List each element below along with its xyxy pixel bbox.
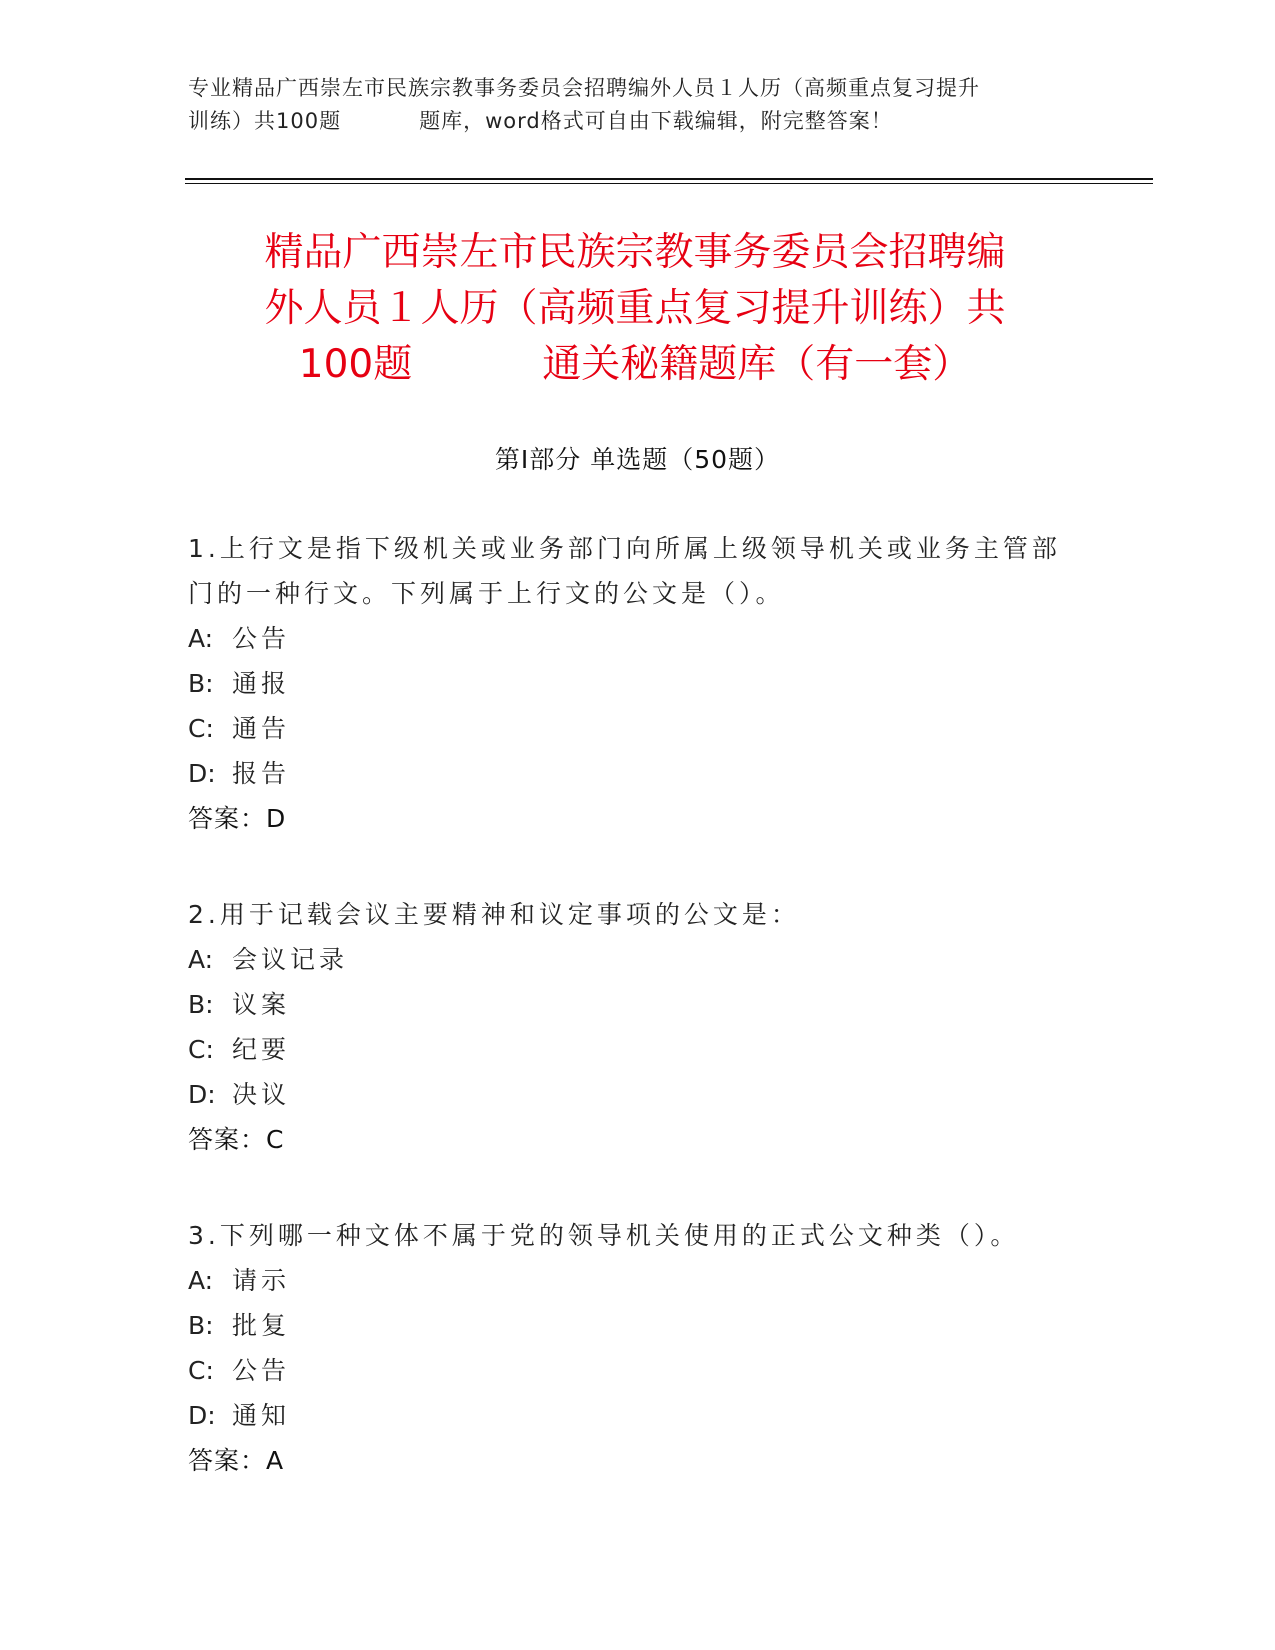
answer-text: 答案：D <box>188 804 287 833</box>
question-text: 1.上行文是指下级机关或业务部门向所属上级领导机关或业务主管部门的一种行文。下列属于上行文的公文是（）。 <box>188 534 1061 608</box>
option-b <box>188 661 1088 706</box>
document-title <box>175 225 1095 393</box>
question-text: 3.下列哪一种文体不属于党的领导机关使用的正式公文种类（）。 <box>188 1221 1020 1250</box>
option-a <box>188 937 1088 982</box>
option-key: D: <box>188 759 216 788</box>
option-text: 纪要 <box>232 1035 291 1064</box>
option-text: 公告 <box>232 1356 291 1385</box>
option-key: C: <box>188 1356 214 1385</box>
question-text: 2.用于记载会议主要精神和议定事项的公文是： <box>188 900 800 929</box>
title-line-2: 外人员１人历（高频重点复习提升训练）共 <box>264 286 1006 331</box>
page-header <box>188 72 1088 138</box>
option-text: 议案 <box>232 990 291 1019</box>
option-text: 批复 <box>232 1311 291 1340</box>
option-key: C: <box>188 714 214 743</box>
option-text: 公告 <box>232 624 291 653</box>
option-d <box>188 1072 1088 1117</box>
option-text: 会议记录 <box>232 945 349 974</box>
title-line-3-part-2: 通关秘籍题库（有一套） <box>542 342 972 387</box>
option-key: B: <box>188 990 214 1019</box>
option-key: A: <box>188 945 214 974</box>
question-3 <box>188 1213 1088 1483</box>
option-key: A: <box>188 624 214 653</box>
option-d <box>188 751 1088 796</box>
option-text: 通报 <box>232 669 291 698</box>
option-text: 通知 <box>232 1401 291 1430</box>
header-divider-thin <box>185 183 1153 184</box>
question-1 <box>188 526 1088 841</box>
header-line-2 <box>188 105 1088 138</box>
header-divider-thick <box>185 178 1153 180</box>
section-title: 第Ⅰ部分 单选题（50题） <box>494 445 781 474</box>
question-2 <box>188 892 1088 1162</box>
option-text: 通告 <box>232 714 291 743</box>
question-list <box>188 526 1088 1534</box>
option-key: B: <box>188 1311 214 1340</box>
option-text: 请示 <box>232 1266 291 1295</box>
option-a <box>188 616 1088 661</box>
answer-text: 答案：C <box>188 1125 285 1154</box>
option-b <box>188 1303 1088 1348</box>
header-line-2-part-1: 训练）共100题 <box>188 109 342 133</box>
option-key: D: <box>188 1401 216 1430</box>
option-text: 决议 <box>232 1080 291 1109</box>
option-key: A: <box>188 1266 214 1295</box>
option-a <box>188 1258 1088 1303</box>
title-line-3 <box>175 337 1095 393</box>
option-c <box>188 706 1088 751</box>
header-line-1: 专业精品广西崇左市民族宗教事务委员会招聘编外人员１人历（高频重点复习提升 <box>188 76 980 100</box>
title-line-3-part-1: 100题 <box>298 342 413 387</box>
option-c <box>188 1348 1088 1393</box>
option-d <box>188 1393 1088 1438</box>
option-key: B: <box>188 669 214 698</box>
option-text: 报告 <box>232 759 291 788</box>
header-line-2-part-2: 题库，word格式可自由下载编辑，附完整答案！ <box>419 109 893 133</box>
title-line-1: 精品广西崇左市民族宗教事务委员会招聘编 <box>264 230 1006 275</box>
option-key: C: <box>188 1035 214 1064</box>
option-b <box>188 982 1088 1027</box>
answer-text: 答案：A <box>188 1446 285 1475</box>
option-key: D: <box>188 1080 216 1109</box>
option-c <box>188 1027 1088 1072</box>
